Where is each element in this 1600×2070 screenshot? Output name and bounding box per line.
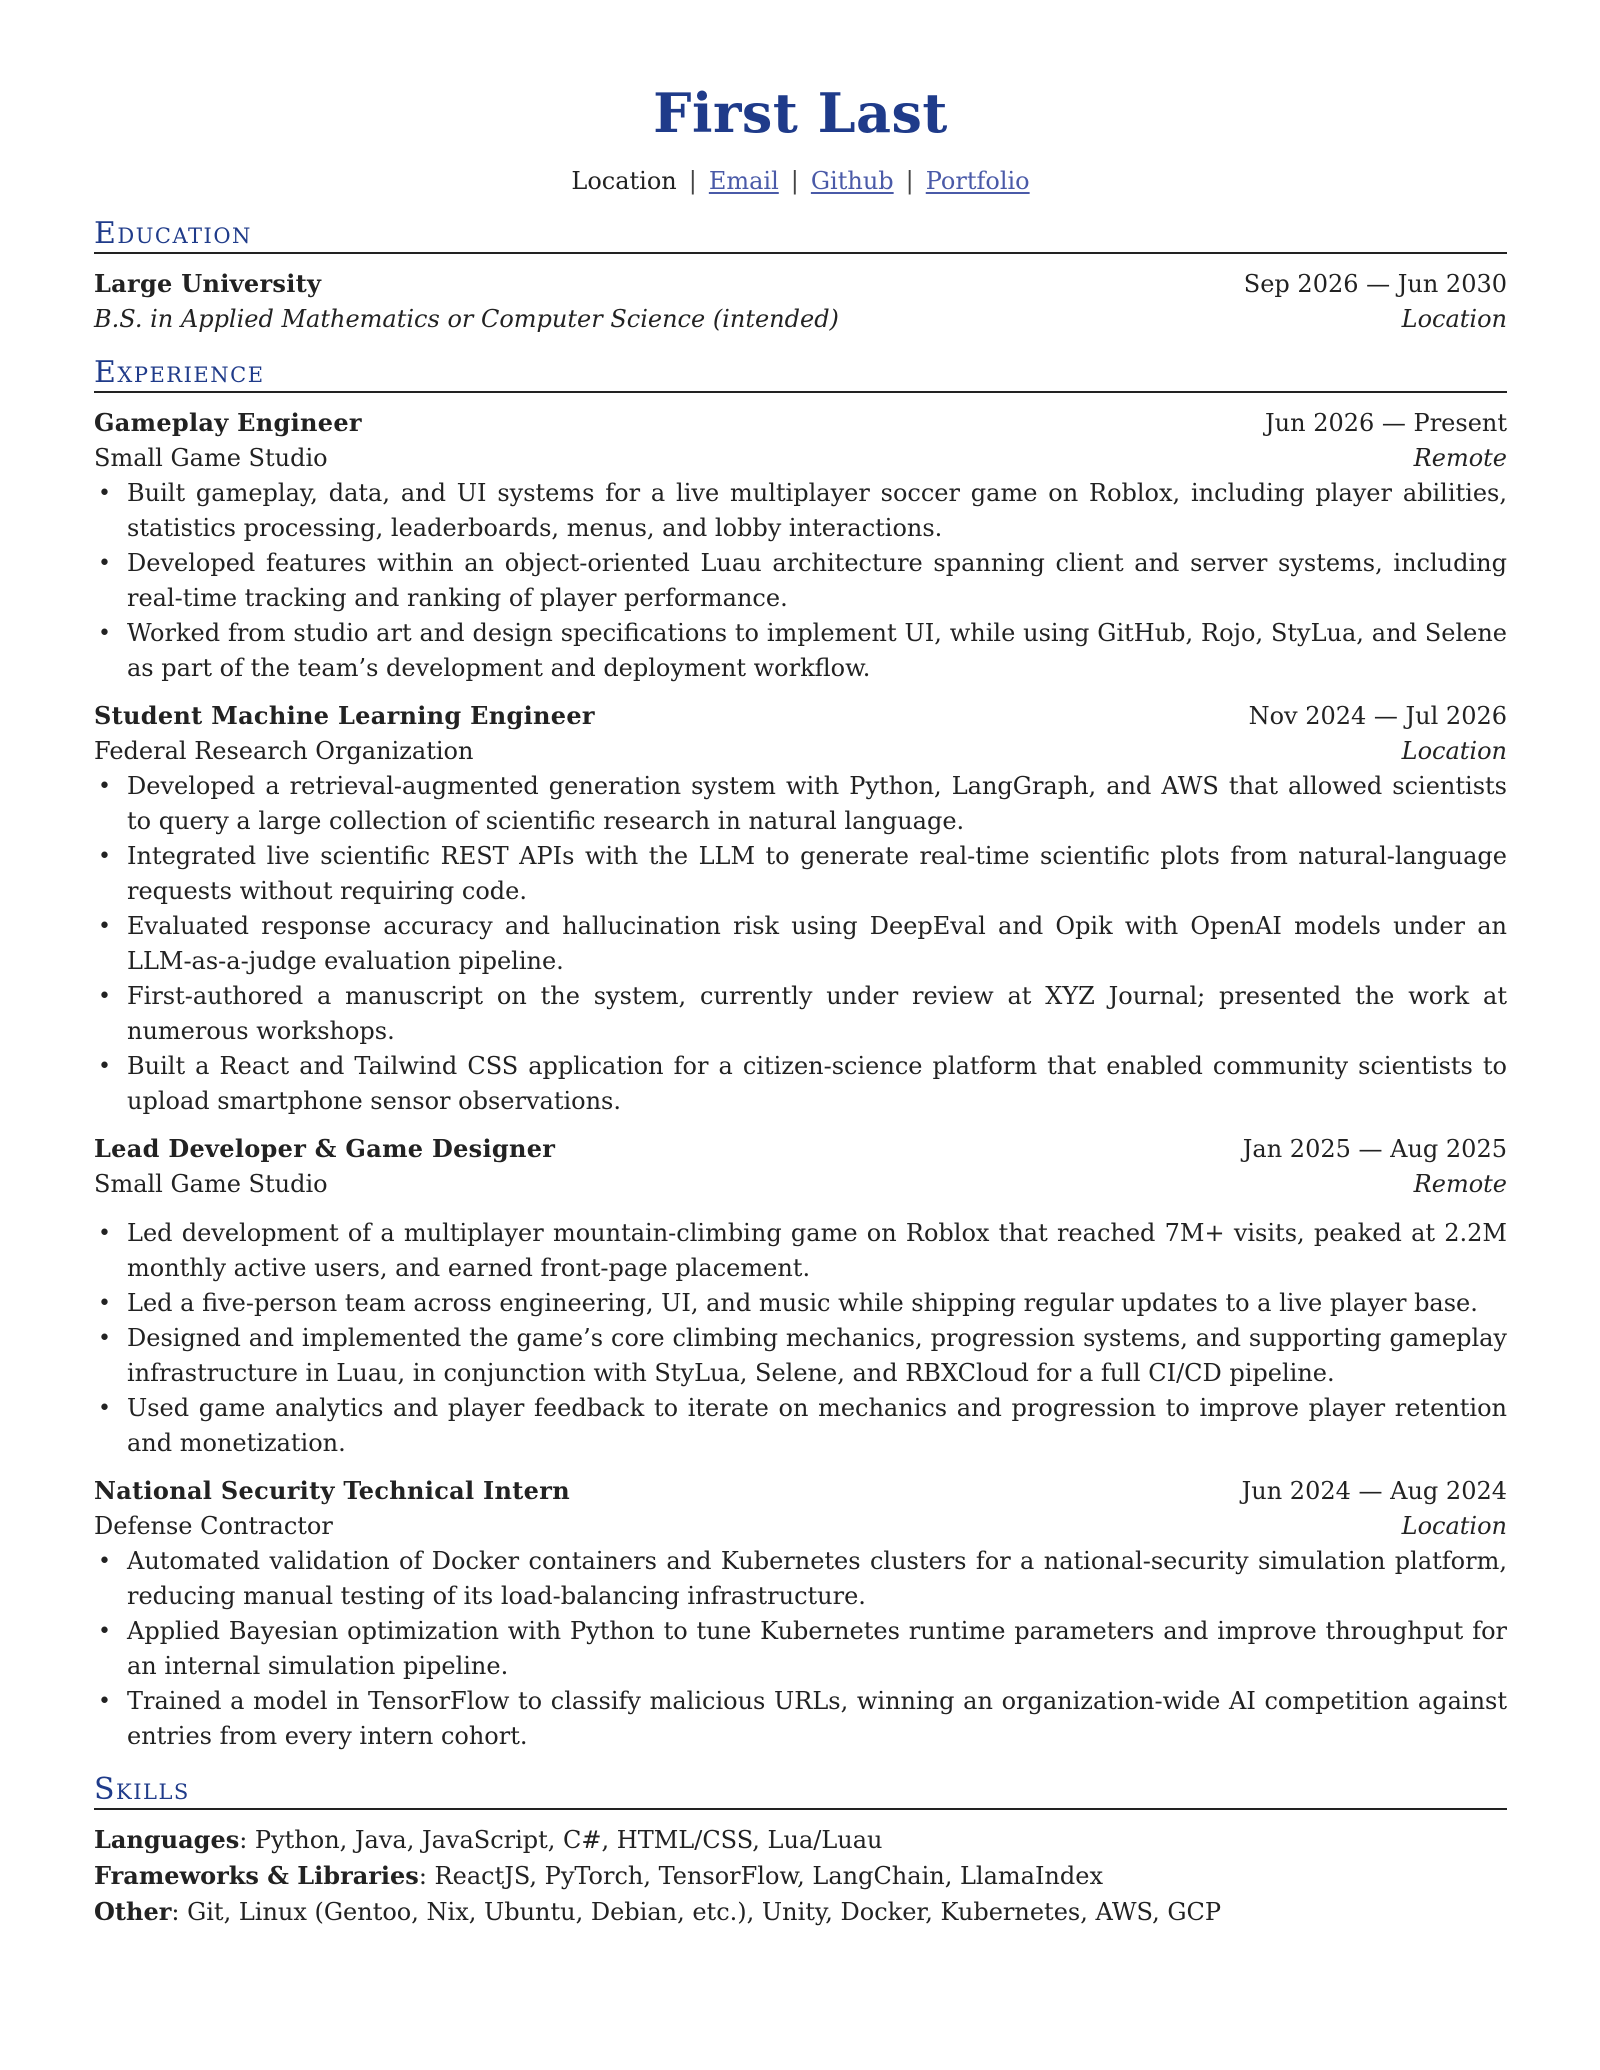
job-organization: Small Game Studio: [94, 1170, 328, 1198]
job-title: Lead Developer & Game Designer: [94, 1134, 556, 1163]
bullet-item: • Automated validation of Docker containers and Kubernetes clusters for a national-security simulation platform, reducing manual testing of its load-balancing infrastructure.: [94, 1544, 1507, 1614]
bullet-item: • Worked from studio art and design specifications to implement UI, while using GitHub, Rojo, StyLua, and Selene as part of the team’s development and deployment workflow.: [94, 616, 1507, 686]
job-location: Remote: [1413, 444, 1507, 472]
job-location: Location: [1401, 737, 1507, 765]
skill-label: Other: [94, 1897, 172, 1926]
education-entry: [94, 266, 1507, 337]
job-organization: Federal Research Organization: [94, 737, 474, 765]
separator: |: [905, 167, 914, 195]
bullet-item: • Integrated live scientific REST APIs with the LLM to generate real-time scientific plots from natural-language requests without requiring code.: [94, 839, 1507, 909]
job-bullets: [94, 1544, 1507, 1754]
experience-entry: [94, 405, 1507, 686]
spacer: [94, 1202, 1507, 1216]
job-dates: Nov 2024 — Jul 2026: [1248, 702, 1507, 730]
bullet-item: • Developed features within an object-oriented Luau architecture spanning client and server systems, including real-time tracking and ranking of player performance.: [94, 546, 1507, 616]
candidate-name: First Last: [653, 81, 948, 145]
bullet-item: • First-authored a manuscript on the system, currently under review at XYZ Journal; presented the work at numerous workshops.: [94, 979, 1507, 1049]
degree-text: B.S. in Applied Mathematics or Computer Science (intended): [94, 305, 839, 333]
bullet-item: • Built a React and Tailwind CSS application for a citizen-science platform that enabled community scientists to upload smartphone sensor observations.: [94, 1049, 1507, 1119]
bullet-item: • Used game analytics and player feedback to iterate on mechanics and progression to improve player retention and monetization.: [94, 1391, 1507, 1461]
job-organization: Small Game Studio: [94, 444, 328, 472]
skill-line-frameworks: [94, 1858, 1507, 1894]
bullet-item: • Built gameplay, data, and UI systems for a live multiplayer soccer game on Roblox, including player abilities, statistics processing, leaderboards, menus, and lobby interactions.: [94, 476, 1507, 546]
github-link[interactable]: Github: [810, 167, 894, 195]
skill-label: Languages: [94, 1825, 240, 1854]
bullet-item: • Developed a retrieval-augmented generation system with Python, LangGraph, and AWS that allowed scientists to query a large collection of scientific research in natural language.: [94, 769, 1507, 839]
contact-line: [94, 164, 1507, 198]
email-link[interactable]: Email: [708, 167, 779, 195]
experience-heading: Experience: [94, 355, 1507, 393]
skill-value: : Git, Linux (Gentoo, Nix, Ubuntu, Debian, etc.), Unity, Docker, Kubernetes, AWS, GCP: [171, 1898, 1222, 1926]
skill-label: Frameworks & Libraries: [94, 1861, 419, 1890]
bullet-item: • Led a five-person team across engineering, UI, and music while shipping regular updates to a live player base.: [94, 1286, 1507, 1321]
skill-line-other: [94, 1894, 1507, 1930]
job-bullets: [94, 476, 1507, 686]
experience-entry: [94, 698, 1507, 1119]
bullet-item: • Led development of a multiplayer mountain-climbing game on Roblox that reached 7M+ visits, peaked at 2.2M monthly active users, and earned front-page placement.: [94, 1216, 1507, 1286]
job-dates: Jun 2024 — Aug 2024: [1241, 1477, 1507, 1505]
skills-list: [94, 1822, 1507, 1930]
separator: |: [790, 167, 799, 195]
job-location: Remote: [1413, 1170, 1507, 1198]
bullet-item: • Applied Bayesian optimization with Python to tune Kubernetes runtime parameters and improve throughput for an internal simulation pipeline.: [94, 1614, 1507, 1684]
education-location: Location: [1401, 305, 1507, 333]
job-organization: Defense Contractor: [94, 1512, 333, 1540]
education-heading: Education: [94, 216, 1507, 254]
job-location: Location: [1401, 1512, 1507, 1540]
bullet-item: • Evaluated response accuracy and hallucination risk using DeepEval and Opik with OpenAI models under an LLM-as-a-judge evaluation pipeline.: [94, 909, 1507, 979]
portfolio-link[interactable]: Portfolio: [925, 167, 1030, 195]
resume-page: [94, 78, 1507, 1930]
job-title: Gameplay Engineer: [94, 408, 362, 437]
skill-value: : ReactJS, PyTorch, TensorFlow, LangChain, LlamaIndex: [418, 1862, 1103, 1890]
experience-entry: [94, 1473, 1507, 1754]
location-text: Location: [571, 167, 677, 195]
job-dates: Jan 2025 — Aug 2025: [1242, 1135, 1507, 1163]
bullet-item: • Designed and implemented the game’s core climbing mechanics, progression systems, and supporting gameplay infrastructure in Luau, in conjunction with StyLua, Selene, and RBXCloud for a full CI/CD pipeline.: [94, 1321, 1507, 1391]
job-title: Student Machine Learning Engineer: [94, 701, 595, 730]
separator: |: [688, 167, 697, 195]
skill-line-languages: [94, 1822, 1507, 1858]
skills-heading: Skills: [94, 1772, 1507, 1810]
education-dates: Sep 2026 — Jun 2030: [1243, 270, 1507, 298]
skill-value: : Python, Java, JavaScript, C#, HTML/CSS, Lua/Luau: [239, 1826, 883, 1854]
job-bullets: [94, 769, 1507, 1119]
job-bullets: [94, 1216, 1507, 1461]
bullet-item: • Trained a model in TensorFlow to classify malicious URLs, winning an organization-wide AI competition against entries from every intern cohort.: [94, 1684, 1507, 1754]
job-dates: Jun 2026 — Present: [1265, 409, 1507, 437]
school-name: Large University: [94, 269, 322, 298]
experience-entry: [94, 1131, 1507, 1461]
job-title: National Security Technical Intern: [94, 1476, 570, 1505]
